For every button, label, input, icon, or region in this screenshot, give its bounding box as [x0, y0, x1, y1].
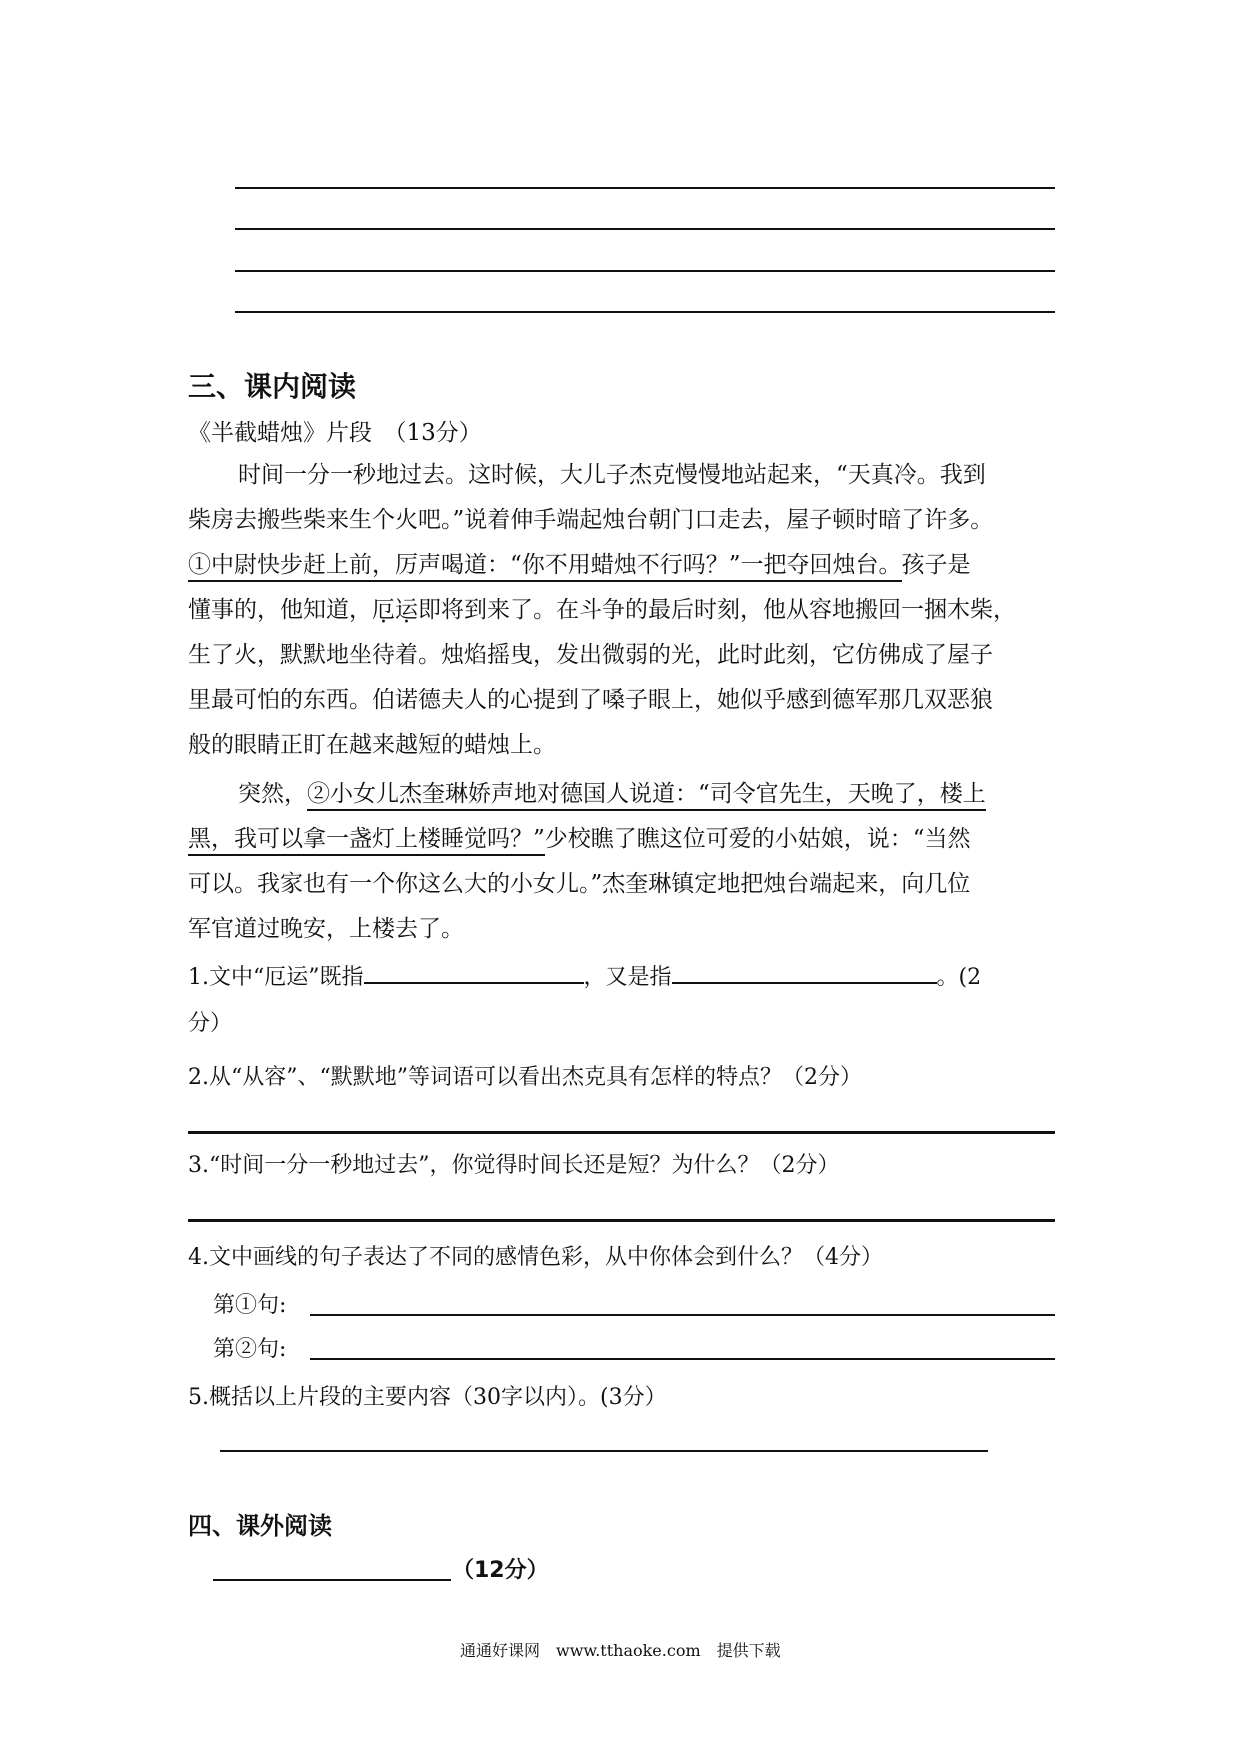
passage-line: 突然，②小女儿杰奎琳娇声地对德国人说道：“司令官先生，天晚了，楼上 — [188, 772, 1048, 817]
underlined-sentence-1: ①中尉快步赶上前，厉声喝道：“你不用蜡烛不行吗？”一把夺回烛台。 — [188, 552, 902, 582]
answer-line — [235, 187, 1055, 189]
section-3-title: 三、课内阅读 — [188, 370, 357, 403]
section-4-title: 四、课外阅读 — [188, 1512, 332, 1540]
answer-line-q3[interactable] — [188, 1219, 1055, 1222]
passage-paragraph-1 — [188, 453, 1048, 768]
answer-line-q2[interactable] — [188, 1131, 1055, 1134]
passage-line: 黑，我可以拿一盏灯上楼睡觉吗？”少校瞧了瞧这位可爱的小姑娘，说：“当然 — [188, 817, 1048, 862]
answer-line — [235, 311, 1055, 313]
answer-line-q5[interactable] — [220, 1450, 988, 1452]
question-4-sentence-1: 第①句: — [213, 1293, 287, 1318]
emphasis-char: 厄 — [372, 597, 395, 623]
question-2: 2.从“从容”、“默默地”等词语可以看出杰克具有怎样的特点？（2分） — [188, 1065, 862, 1090]
question-5: 5.概括以上片段的主要内容（30字以内）。(3分） — [188, 1385, 667, 1410]
answer-line-q4-2[interactable] — [310, 1358, 1055, 1360]
blank-2[interactable] — [672, 962, 937, 984]
answer-line — [235, 270, 1055, 272]
underlined-sentence-2: ②小女儿杰奎琳娇声地对德国人说道：“司令官先生，天晚了，楼上 — [307, 781, 986, 811]
underlined-sentence-2-cont: 黑，我可以拿一盏灯上楼睡觉吗？” — [188, 826, 545, 856]
passage-line: 时间一分一秒地过去。这时候，大儿子杰克慢慢地站起来，“天真冷。我到 — [238, 462, 986, 488]
passage-paragraph-2 — [188, 772, 1048, 952]
passage-line: ①中尉快步赶上前，厉声喝道：“你不用蜡烛不行吗？”一把夺回烛台。孩子是 — [188, 543, 1048, 588]
passage-line: 懂事的，他知道，厄运即将到来了。在斗争的最后时刻，他从容地搬回一捆木柴， — [188, 597, 1016, 623]
footer-text: 通通好课网 www.tthaoke.com 提供下载 — [460, 1641, 781, 1660]
question-4-sentence-2: 第②句: — [213, 1337, 287, 1362]
question-1-cont: 分） — [188, 1011, 233, 1036]
title-blank[interactable] — [213, 1579, 451, 1581]
passage-line: 柴房去搬些柴来生个火吧。”说着伸手端起烛台朝门口走去，屋子顿时暗了许多。 — [188, 507, 994, 533]
passage-line: 般的眼睛正盯在越来越短的蜡烛上。 — [188, 732, 556, 758]
question-3: 3.“时间一分一秒地过去”，你觉得时间长还是短？为什么？（2分） — [188, 1153, 840, 1178]
section-4-score: （12分） — [452, 1558, 549, 1583]
passage-line: 军官道过晚安，上楼去了。 — [188, 916, 464, 942]
passage-title: 《半截蜡烛》片段 （13分） — [188, 420, 482, 446]
question-4: 4.文中画线的句子表达了不同的感情色彩，从中你体会到什么？（4分） — [188, 1245, 883, 1270]
blank-1[interactable] — [364, 962, 584, 984]
answer-line-q4-1[interactable] — [310, 1314, 1055, 1316]
passage-line: 生了火，默默地坐待着。烛焰摇曳，发出微弱的光，此时此刻，它仿佛成了屋子 — [188, 642, 993, 668]
emphasis-char: 运 — [395, 597, 418, 623]
answer-line — [235, 228, 1055, 230]
question-1: 1.文中“厄运”既指 ，又是指 。(2 — [188, 960, 981, 991]
passage-line: 里最可怕的东西。伯诺德夫人的心提到了嗓子眼上，她似乎感到德军那几双恶狼 — [188, 687, 993, 713]
passage-line: 可以。我家也有一个你这么大的小女儿。”杰奎琳镇定地把烛台端起来，向几位 — [188, 871, 971, 897]
